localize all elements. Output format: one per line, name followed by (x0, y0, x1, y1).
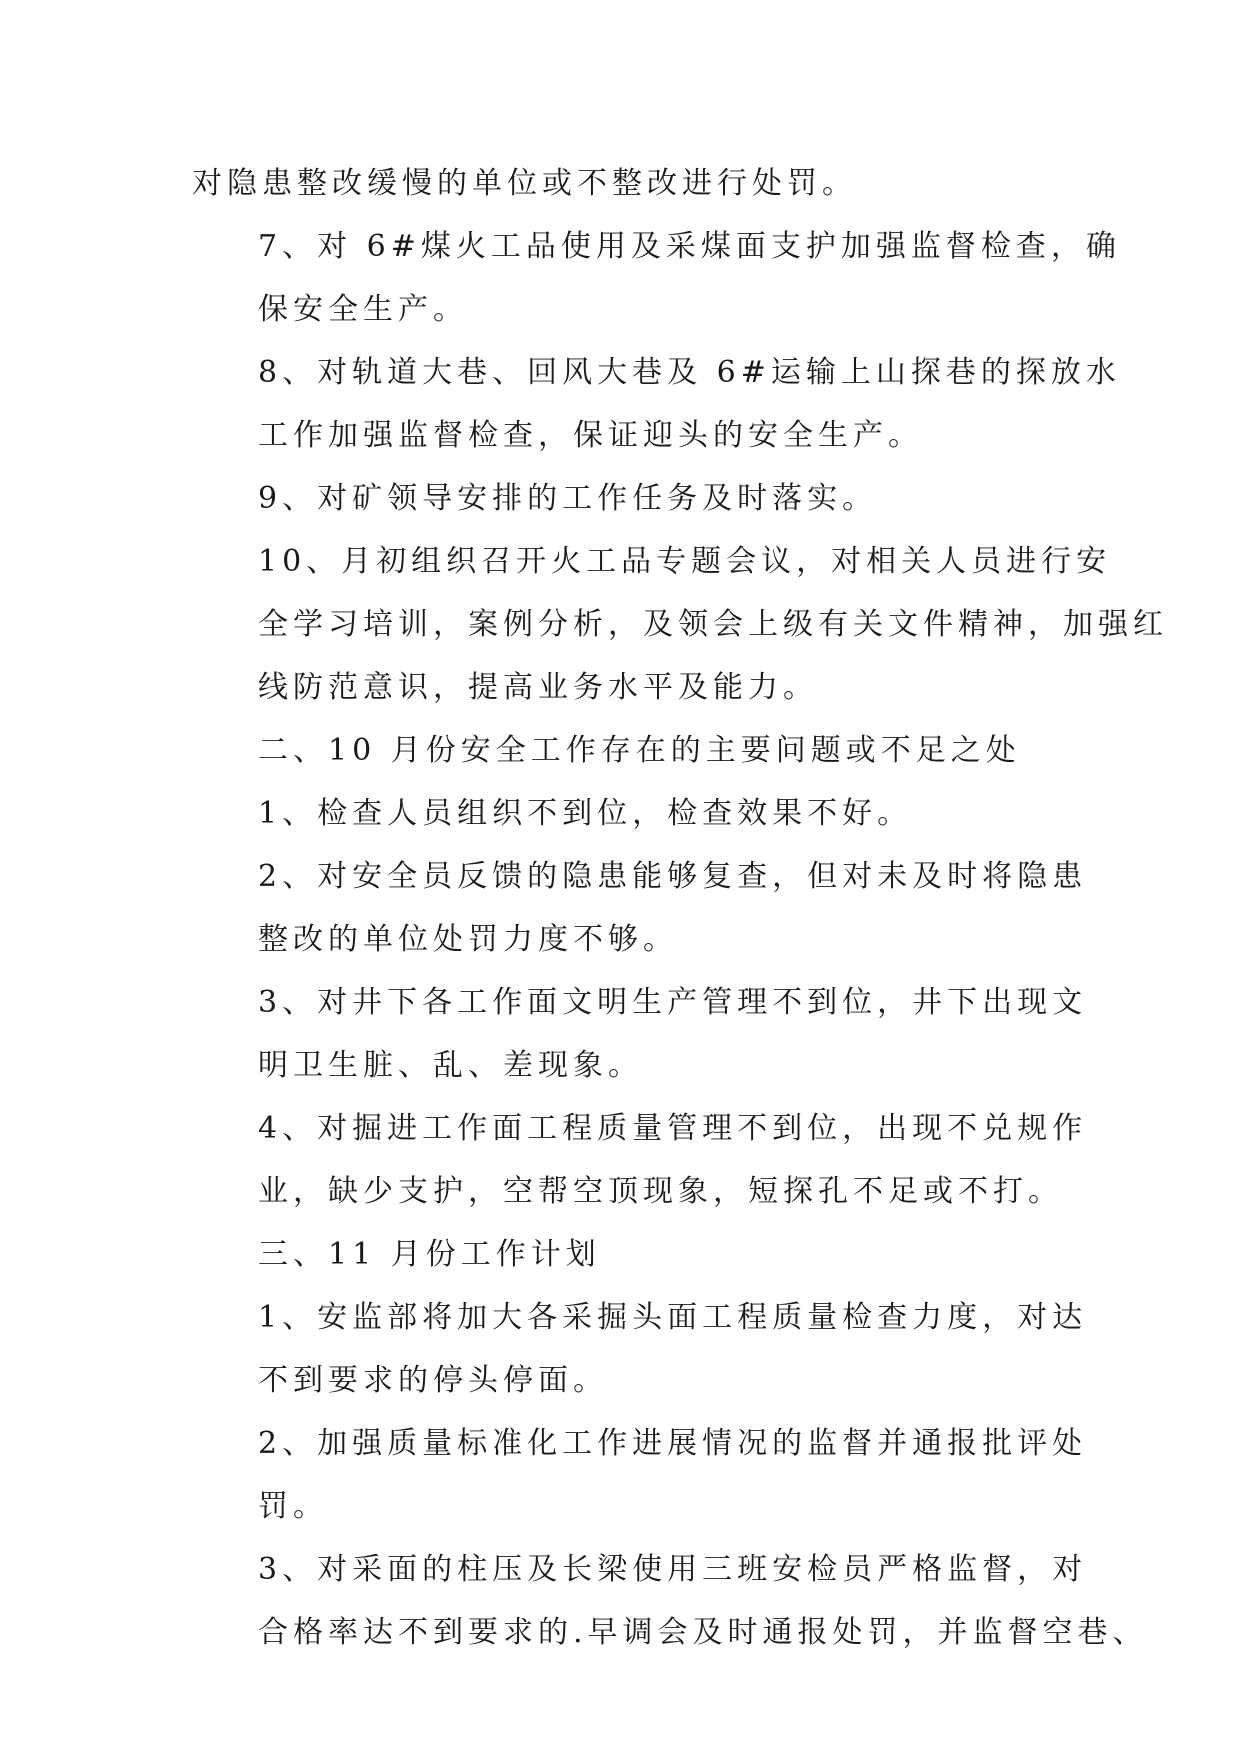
text-line: 业，缺少支护，空帮空顶现象，短探孔不足或不打。 (258, 1174, 1063, 1209)
document-body (192, 152, 1168, 1664)
paragraph-item-8 (192, 341, 1121, 467)
text-line: 10、月初组织召开火工品专题会议，对相关人员进行安 (258, 544, 1112, 579)
paragraph-issue-4 (192, 1097, 1088, 1223)
paragraph-item-7 (192, 215, 1121, 341)
paragraph-section-2 (192, 719, 1052, 782)
text-line: 1、检查人员组织不到位，检查效果不好。 (258, 796, 913, 831)
text-line: 整改的单位处罚力度不够。 (258, 922, 678, 957)
paragraph-plan-3 (192, 1538, 1148, 1664)
text-line: 明卫生脏、乱、差现象。 (258, 1048, 643, 1083)
text-line: 3、对采面的柱压及长梁使用三班安检员严格监督，对 (258, 1552, 1088, 1587)
text-line: 8、对轨道大巷、回风大巷及 6#运输上山探巷的探放水 (258, 355, 1121, 390)
text-line: 线防范意识，提高业务水平及能力。 (258, 670, 818, 705)
text-line: 1、安监部将加大各采掘头面工程质量检查力度，对达 (258, 1300, 1088, 1335)
text-line: 罚。 (258, 1489, 328, 1524)
text-line: 2、加强质量标准化工作进展情况的监督并通报批评处 (258, 1426, 1088, 1461)
paragraph-plan-2 (192, 1412, 1088, 1538)
text-line: 9、对矿领导安排的工作任务及时落实。 (258, 481, 878, 516)
paragraph-issue-1 (192, 782, 1052, 845)
paragraph-continued (192, 152, 1052, 215)
text-line: 不到要求的停头停面。 (258, 1363, 608, 1398)
text-line: 3、对井下各工作面文明生产管理不到位，井下出现文 (258, 985, 1088, 1020)
text-line: 全学习培训，案例分析，及领会上级有关文件精神，加强红 (258, 607, 1168, 642)
paragraph-issue-3 (192, 971, 1088, 1097)
text-line: 二、10 月份安全工作存在的主要问题或不足之处 (258, 733, 1021, 768)
text-line: 合格率达不到要求的.早调会及时通报处罚，并监督空巷、 (258, 1615, 1148, 1650)
paragraph-plan-1 (192, 1286, 1088, 1412)
text-line: 保安全生产。 (258, 292, 468, 327)
text-line: 三、11 月份工作计划 (258, 1237, 601, 1272)
paragraph-item-9 (192, 467, 1052, 530)
paragraph-item-10 (192, 530, 1168, 719)
paragraph-issue-2 (192, 845, 1088, 971)
text-line: 工作加强监督检查，保证迎头的安全生产。 (258, 418, 923, 453)
text-line: 2、对安全员反馈的隐患能够复查，但对未及时将隐患 (258, 859, 1088, 894)
text-line: 4、对掘进工作面工程质量管理不到位，出现不兑规作 (258, 1111, 1088, 1146)
text-line: 对隐患整改缓慢的单位或不整改进行处罚。 (192, 166, 857, 201)
text-line: 7、对 6#煤火工品使用及采煤面支护加强监督检查，确 (258, 229, 1121, 264)
paragraph-section-3 (192, 1223, 1052, 1286)
